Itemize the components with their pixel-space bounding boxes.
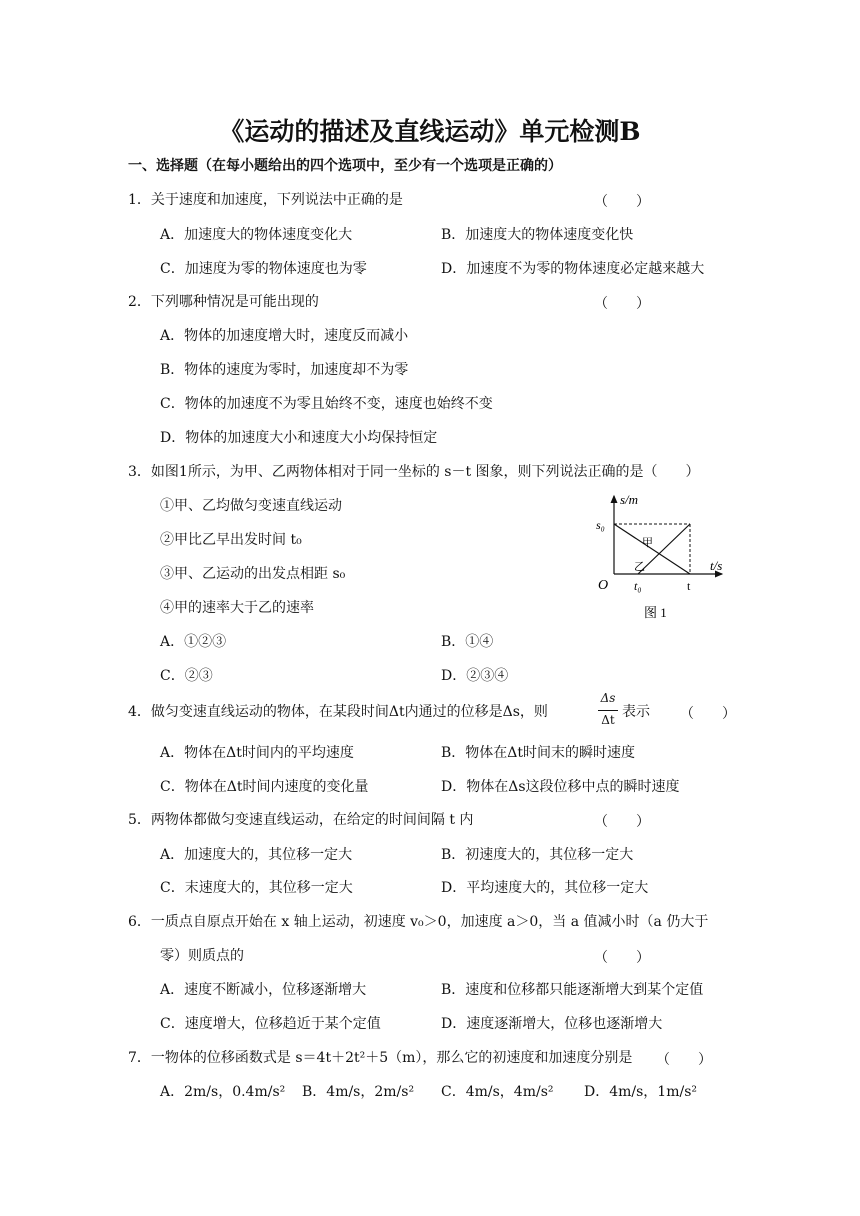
q1-option-d: D．加速度不为零的物体速度必定越来越大 [441,261,705,277]
q3-statement-4: ④甲的速率大于乙的速率 [160,600,314,616]
origin-label: O [598,578,609,593]
q6-option-c: C．速度增大，位移趋近于某个定值 [160,1016,381,1032]
q1-option-a: A．加速度大的物体速度变化大 [160,227,353,243]
q2-stem: 2．下列哪种情况是可能出现的 [128,294,319,310]
q1-option-b: B．加速度大的物体速度变化快 [441,227,634,243]
q4-option-d: D．物体在Δs这段位移中点的瞬时速度 [441,779,680,795]
q3-option-a: A．①②③ [160,634,227,650]
q4-stem: 4．做匀变速直线运动的物体，在某段时间Δt内通过的位移是Δs，则 [128,704,548,720]
q6-stem-line2: 零）则质点的 [160,948,244,964]
q5-option-b: B．初速度大的，其位移一定大 [441,847,634,863]
q4-fraction-bar [598,710,618,711]
q4-fraction-numerator: Δs [600,691,616,705]
line-yi [638,524,690,574]
q6-option-a: A．速度不断减小，位移逐渐增大 [160,982,367,998]
q5-option-c: C．末速度大的，其位移一定大 [160,880,353,896]
q2-option-a: A．物体的加速度增大时，速度反而减小 [160,328,409,344]
line-jia [614,524,690,574]
q6-stem-line1: 6．一质点自原点开始在 x 轴上运动，初速度 v₀＞0，加速度 a＞0，当 a 值减小时（a 仍大于 [128,914,709,930]
q4-fraction-denominator: Δt [601,713,615,727]
q5-stem: 5．两物体都做匀变速直线运动，在给定的时间间隔 t 内 [128,812,474,828]
q5-option-d: D．平均速度大的，其位移一定大 [441,880,649,896]
q2-answer-paren: （ ） [594,296,650,312]
q3-statement-2: ②甲比乙早出发时间 t₀ [160,532,302,548]
q6-answer-paren: （ ） [594,950,650,966]
x-axis-label: t/s [710,558,723,573]
q3-statement-1: ①甲、乙均做匀变速直线运动 [160,498,342,514]
q6-option-b: B．速度和位移都只能逐渐增大到某个定值 [441,982,704,998]
q7-option-c: C．4m/s，4m/s² [441,1084,554,1100]
q7-option-a: A．2m/s，0.4m/s² [160,1084,286,1100]
jia-label: 甲 [642,537,653,549]
t0-label: t₀ [634,579,642,593]
q1-stem: 1．关于速度和加速度，下列说法中正确的是 [128,192,403,208]
document-title: 《运动的描述及直线运动》单元检测B [219,117,641,146]
q2-option-d: D．物体的加速度大小和速度大小均保持恒定 [160,430,438,446]
q4-option-c: C．物体在Δt时间内速度的变化量 [160,779,369,795]
q1-option-c: C．加速度为零的物体速度也为零 [160,261,367,277]
q7-option-d: D．4m/s，1m/s² [584,1084,698,1100]
y-axis-label: s/m [620,492,639,507]
q5-answer-paren: （ ） [594,814,650,830]
q4-option-a: A．物体在Δt时间内的平均速度 [160,745,354,761]
figure-caption: 图 1 [644,605,667,620]
q2-option-c: C．物体的加速度不为零且始终不变，速度也始终不变 [160,396,493,412]
figure-1-st-graph [590,490,740,620]
s0-label: s₀ [596,518,605,532]
q7-option-b: B．4m/s，2m/s² [302,1084,415,1100]
q6-option-d: D．速度逐渐增大，位移也逐渐增大 [441,1016,663,1032]
q7-answer-paren: （ ） [656,1052,712,1068]
q4-stem-end: 表示 [622,704,650,720]
yi-label: 乙 [634,561,645,573]
q1-answer-paren: （ ） [594,194,650,210]
section-heading: 一、选择题（在每小题给出的四个选项中，至少有一个选项是正确的） [128,158,562,174]
q3-statement-3: ③甲、乙运动的出发点相距 s₀ [160,566,346,582]
q4-answer-paren: （ ） [680,706,736,722]
q3-option-b: B．①④ [441,634,494,650]
q3-option-d: D．②③④ [441,668,509,684]
q7-stem: 7．一物体的位移函数式是 s＝4t＋2t²＋5（m），那么它的初速度和加速度分别是 [128,1050,633,1066]
q5-option-a: A．加速度大的，其位移一定大 [160,847,353,863]
q4-option-b: B．物体在Δt时间末的瞬时速度 [441,745,636,761]
q2-option-b: B．物体的速度为零时，加速度却不为零 [160,362,409,378]
q3-stem: 3．如图1所示，为甲、乙两物体相对于同一坐标的 s－t 图象，则下列说法正确的是（ ） [128,464,700,480]
q3-option-c: C．②③ [160,668,213,684]
t-label: t [687,579,691,593]
